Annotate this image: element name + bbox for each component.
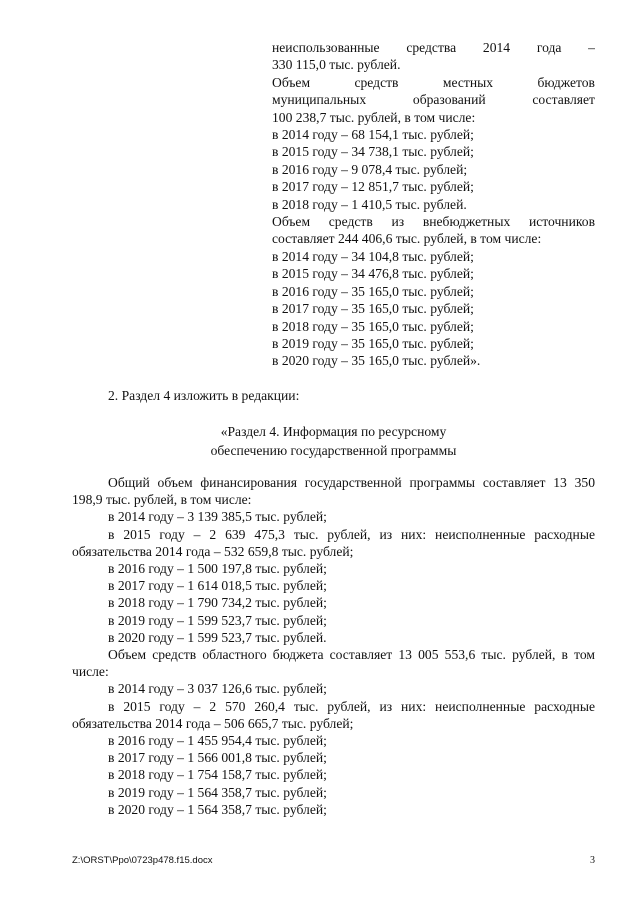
text-fragment: 2014 — [482, 40, 511, 55]
text-fragment: муниципальных — [272, 92, 367, 108]
unused-funds-line — [272, 39, 595, 56]
total-funding-year: в 2017 году – 1 614 018,5 тыс. рублей; — [108, 578, 327, 594]
page-number: 3 — [590, 855, 595, 866]
section-heading-line-1: «Раздел 4. Информация по ресурсному — [220, 424, 447, 439]
regional-budget-year: в 2019 году – 1 564 358,7 тыс. рублей; — [108, 784, 327, 800]
extrabudget-year: в 2014 году – 34 104,8 тыс. рублей; — [272, 248, 474, 264]
text-fragment: бюджетов — [537, 74, 595, 90]
local-budget-year: в 2016 году – 9 078,4 тыс. рублей; — [272, 161, 468, 177]
extrabudget-total: составляет 244 406,6 тыс. рублей, в том числе: — [272, 231, 542, 247]
regional-budget-year: в 2018 году – 1 754 158,7 тыс. рублей; — [108, 767, 327, 783]
total-funding-year: в 2016 году – 1 500 197,8 тыс. рублей; — [108, 561, 327, 577]
regional-budget-year: в 2017 году – 1 566 001,8 тыс. рублей; — [108, 750, 327, 766]
text-fragment: составляет — [532, 92, 595, 108]
local-budget-line-1 — [272, 74, 595, 91]
extrabudget-year: в 2015 году – 34 476,8 тыс. рублей; — [272, 266, 474, 282]
text-fragment: средства — [406, 40, 457, 55]
extrabudget-year: в 2017 году – 35 165,0 тыс. рублей; — [272, 301, 474, 317]
text-fragment: средств — [354, 74, 399, 90]
amendment-item-2: 2. Раздел 4 изложить в редакции: — [108, 388, 300, 403]
local-budget-year: в 2015 году – 34 738,1 тыс. рублей; — [272, 144, 474, 160]
extrabudget-year: в 2020 году – 35 165,0 тыс. рублей». — [272, 353, 481, 369]
funding-continuation-block — [272, 39, 595, 370]
local-budget-year: в 2014 году – 68 154,1 тыс. рублей; — [272, 127, 474, 143]
local-budget-year: в 2017 году – 12 851,7 тыс. рублей; — [272, 179, 474, 195]
regional-budget-year: в 2020 году – 1 564 358,7 тыс. рублей; — [108, 801, 327, 817]
section-heading — [72, 422, 595, 460]
extrabudget-year: в 2016 году – 35 165,0 тыс. рублей; — [272, 283, 474, 299]
text-fragment: – — [588, 40, 595, 55]
total-funding-paragraph: Общий объем финансирования государственной программы составляет 13 350 198,9 тыс. рублей, в том числе: — [72, 475, 595, 508]
section-heading-line-2: обеспечению государственной программы — [210, 443, 457, 458]
footer-file-path: Z:\ORST\Ppo\0723p478.f15.docx — [72, 855, 213, 866]
extrabudget-year: в 2019 году – 35 165,0 тыс. рублей; — [272, 335, 474, 351]
total-funding-year: в 2018 году – 1 790 734,2 тыс. рублей; — [108, 595, 327, 611]
extrabudget-year: в 2018 году – 35 165,0 тыс. рублей; — [272, 318, 474, 334]
section-body — [72, 474, 595, 818]
regional-budget-year-2015: в 2015 году – 2 570 260,4 тыс. рублей, из них: неисполненные расходные обязательства 2014 года – 506 665,7 тыс. рублей; — [72, 698, 595, 731]
text-fragment: неиспользованные — [272, 40, 380, 55]
total-funding-year: в 2020 году – 1 599 523,7 тыс. рублей. — [108, 629, 327, 645]
total-funding-year: в 2014 году – 3 139 385,5 тыс. рублей; — [108, 509, 327, 525]
total-funding-year-2015: в 2015 году – 2 639 475,3 тыс. рублей, из них: неисполненные расходные обязательства 2014 года – 532 659,8 тыс. рублей; — [72, 526, 595, 559]
regional-budget-year: в 2014 году – 3 037 126,6 тыс. рублей; — [108, 681, 327, 697]
text-fragment: местных — [442, 74, 494, 90]
regional-budget-year: в 2016 году – 1 455 954,4 тыс. рублей; — [108, 733, 327, 749]
extrabudget-line-1: Объем средств из внебюджетных источников — [272, 214, 595, 230]
text-fragment: Объем — [272, 74, 311, 90]
local-budget-line-2 — [272, 91, 595, 108]
text-fragment: года — [536, 40, 562, 55]
local-budget-total: 100 238,7 тыс. рублей, в том числе: — [272, 109, 476, 125]
text-fragment: образований — [412, 92, 486, 108]
regional-budget-paragraph: Объем средств областного бюджета составляет 13 005 553,6 тыс. рублей, в том числе: — [72, 647, 595, 680]
unused-funds-amount: 330 115,0 тыс. рублей. — [272, 57, 401, 73]
total-funding-year: в 2019 году – 1 599 523,7 тыс. рублей; — [108, 612, 327, 628]
local-budget-year: в 2018 году – 1 410,5 тыс. рублей. — [272, 196, 467, 212]
